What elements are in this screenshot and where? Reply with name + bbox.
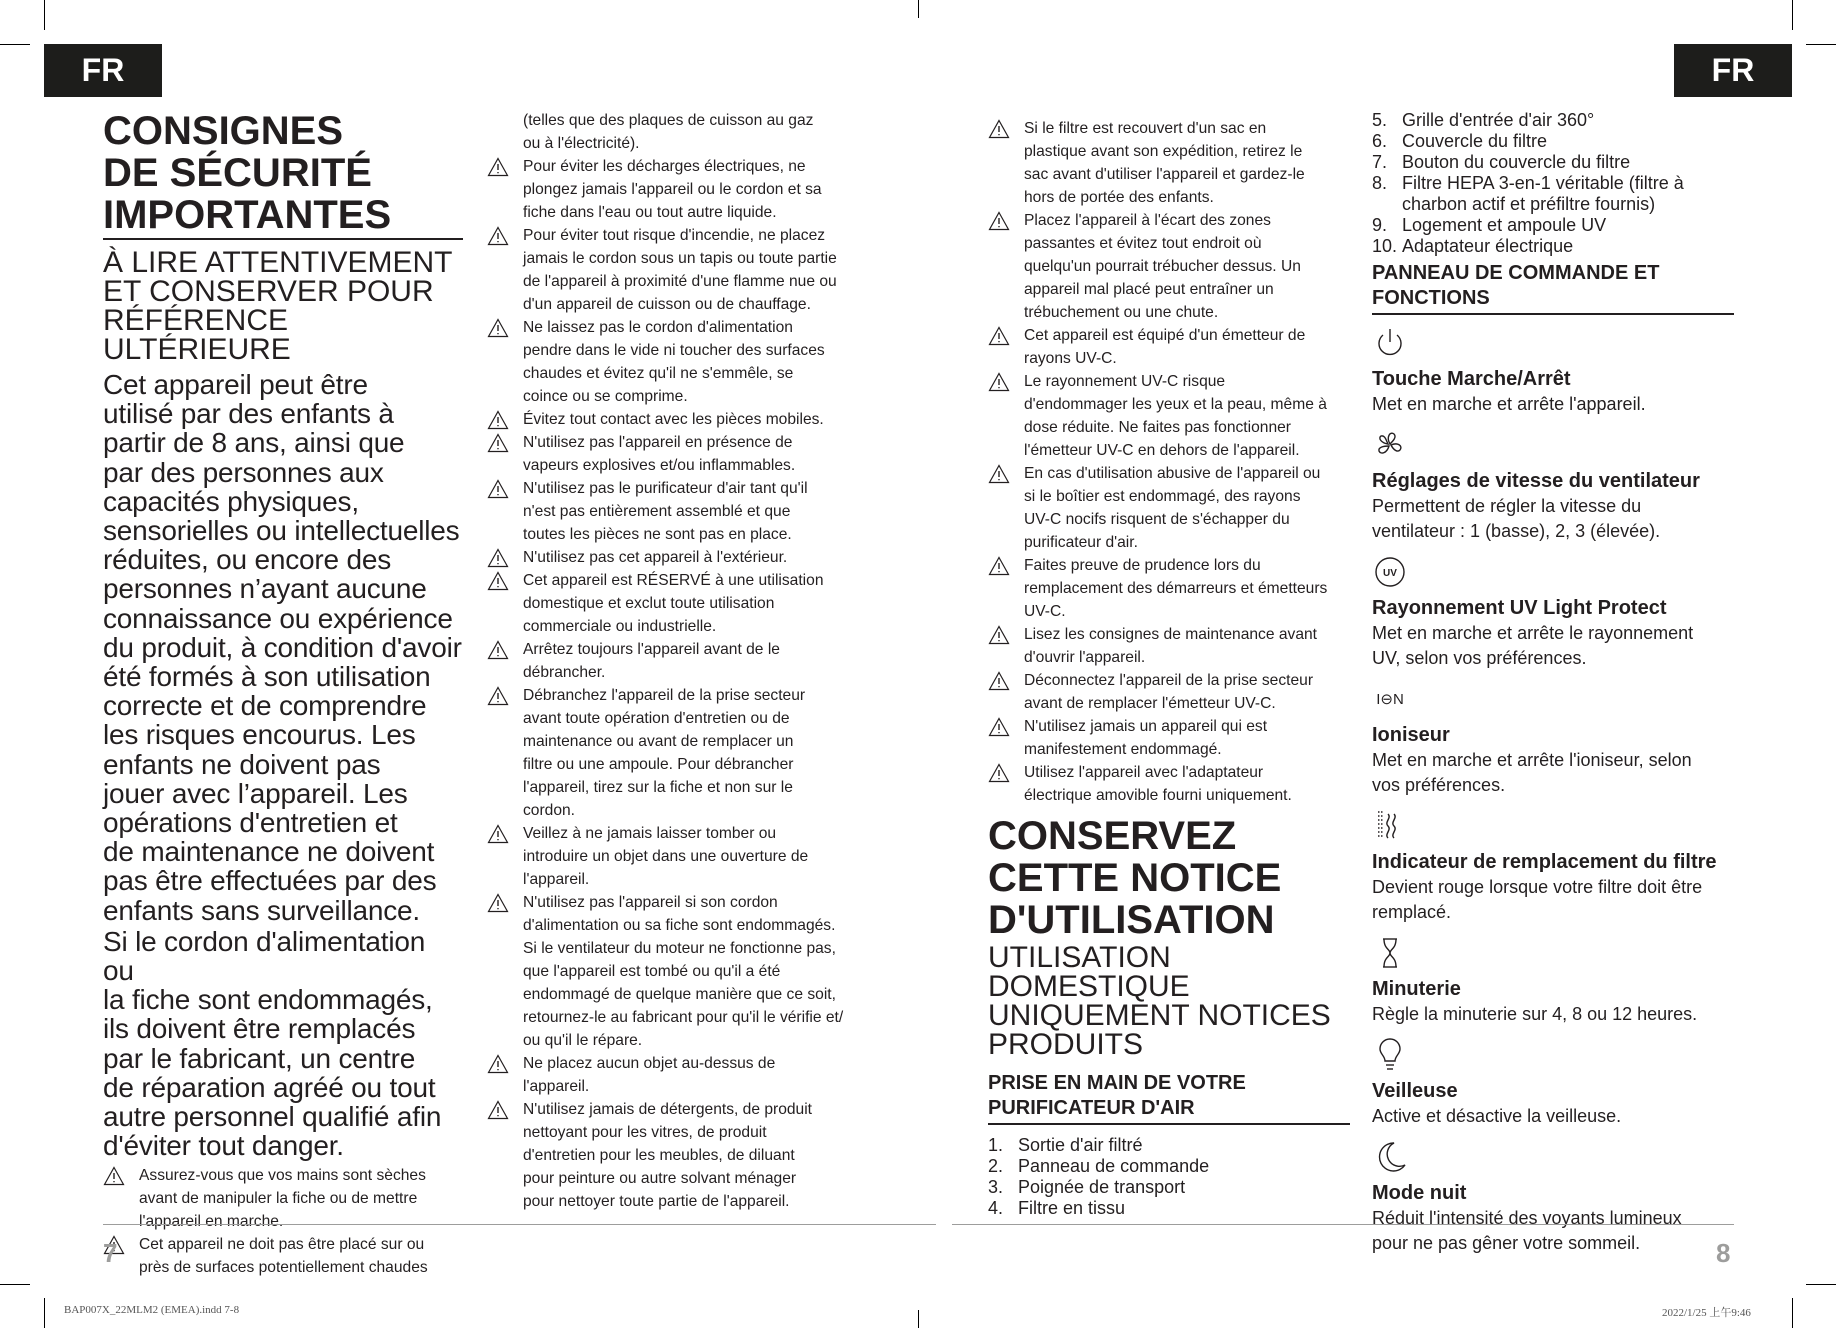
warning-text: maintenance ou avant de remplacer un: [523, 733, 794, 750]
control-name: Touche Marche/Arrêt: [1372, 368, 1571, 390]
warning-item: [487, 1098, 867, 1213]
warning-text: ou à l'électricité).: [523, 135, 640, 152]
intro-line: personnes n’ayant aucune: [103, 573, 427, 605]
warning-icon: [487, 410, 509, 430]
intro-line: du produit, à condition d'avoir: [103, 631, 462, 663]
control-description: Devient rouge lorsque votre filtre doit être: [1372, 877, 1703, 897]
control-description: Permettent de régler la vitesse du: [1372, 496, 1642, 516]
column-4: [1372, 110, 1734, 1256]
warning-icon: [487, 571, 509, 591]
warning-text: Si le ventilateur du moteur ne fonctionne pas,: [523, 940, 836, 957]
part-label: Adaptateur électrique: [1402, 236, 1574, 256]
warning-text: Utilisez l'appareil avec l'adaptateur: [1024, 764, 1264, 781]
warning-text: l'appareil, tirez sur la fiche et non sur le: [523, 779, 793, 796]
warning-icon: [487, 433, 509, 453]
crop-mark: [0, 44, 30, 45]
control-item: [1372, 427, 1734, 544]
controls-list: [1372, 325, 1734, 1256]
warning-icon: [487, 1054, 509, 1074]
intro-line: sensorielles ou intellectuelles: [103, 515, 460, 547]
warning-text: ou qu'il le répare.: [523, 1032, 643, 1049]
intro-line: réduites, ou encore des: [103, 544, 392, 576]
conserve-title: [988, 815, 1350, 941]
warning-text: d'endommager les yeux et la peau, même à: [1024, 396, 1327, 413]
warning-text: trébuchement ou une chute.: [1024, 304, 1219, 321]
warning-item: [103, 1233, 463, 1279]
crop-mark: [0, 1284, 30, 1285]
warning-icon: [988, 464, 1010, 484]
intro-line: pas être effectuées par des: [103, 865, 437, 897]
warning-text: jamais le cordon sous un tapis ou toute partie: [523, 250, 837, 267]
warning-text: manifestement endommagé.: [1024, 741, 1222, 758]
warning-item: [988, 623, 1350, 669]
warning-text: N'utilisez pas le purificateur d'air tant qu'il: [523, 480, 808, 497]
warning-text: UV-C nocifs risquent de s'échapper du: [1024, 511, 1290, 528]
warning-text: domestique et exclut toute utilisation: [523, 595, 775, 612]
warning-text: Faites preuve de prudence lors du: [1024, 557, 1261, 574]
warning-icon: [988, 556, 1010, 576]
warning-item: [487, 822, 867, 891]
conserve-sub-line: UTILISATION: [988, 941, 1171, 974]
part-number: 5.: [1372, 110, 1388, 130]
warning-item: [487, 316, 867, 408]
part-item: [988, 1177, 1350, 1198]
part-item: [1372, 215, 1734, 236]
warning-text: fiche dans l'eau ou tout autre liquide.: [523, 204, 777, 221]
part-number: 8.: [1372, 173, 1388, 193]
intro-line: de réparation agréé ou tout: [103, 1071, 436, 1103]
warning-text: quelqu'un pourrait trébucher dessus. Un: [1024, 258, 1301, 275]
fan-icon: [1372, 427, 1408, 463]
warning-text: débrancher.: [523, 664, 606, 681]
warning-text: N'utilisez pas l'appareil si son cordon: [523, 894, 778, 911]
control-item: [1372, 325, 1734, 417]
warning-item: [487, 408, 867, 431]
crop-mark: [1792, 0, 1793, 30]
warning-text: Pour éviter les décharges électriques, ne: [523, 158, 806, 175]
part-label: Logement et ampoule UV: [1402, 215, 1607, 235]
intro-line: enfants ne doivent pas: [103, 748, 381, 780]
warning-item: [487, 638, 867, 684]
bulb-icon: [1372, 1037, 1408, 1073]
warning-text: Pour éviter tout risque d'incendie, ne placez: [523, 227, 826, 244]
warning-item: [988, 209, 1350, 324]
warning-text: d'un appareil de cuisson ou de chauffage.: [523, 296, 811, 313]
part-label: Sortie d'air filtré: [1018, 1135, 1143, 1155]
warning-icon: [487, 226, 509, 246]
intro-paragraph-cord: [103, 927, 463, 1161]
control-name: Minuterie: [1372, 978, 1461, 1000]
warning-text: Cet appareil est équipé d'un émetteur de: [1024, 327, 1306, 344]
part-item: [1372, 173, 1734, 194]
warning-text: En cas d'utilisation abusive de l'appareil ou: [1024, 465, 1321, 482]
warning-text: Cet appareil ne doit pas être placé sur ou: [139, 1236, 425, 1254]
warning-text: sac avant d'utiliser l'appareil et gardez-le: [1024, 166, 1305, 183]
part-number: 7.: [1372, 152, 1388, 172]
control-name: Mode nuit: [1372, 1182, 1467, 1204]
part-item: [1372, 131, 1734, 152]
part-label: Couvercle du filtre: [1402, 131, 1548, 151]
warning-icon: [487, 157, 509, 177]
subtitle-line: ET CONSERVER POUR: [103, 275, 434, 308]
control-description: Active et désactive la veilleuse.: [1372, 1106, 1622, 1126]
warning-text: N'utilisez jamais de détergents, de produit: [523, 1101, 813, 1118]
warning-icon: [988, 717, 1010, 737]
warning-icon: [988, 211, 1010, 231]
warning-item: [487, 1052, 867, 1098]
control-description: pour ne pas gêner votre sommeil.: [1372, 1233, 1641, 1253]
control-icon-wrap: [1372, 808, 1734, 844]
subtitle-line: RÉFÉRENCE ULTÉRIEURE: [103, 304, 291, 366]
crop-mark: [1792, 1298, 1793, 1328]
bottom-rule-left: [103, 1224, 936, 1225]
part-label: Poignée de transport: [1018, 1177, 1186, 1197]
heading-line: FONCTIONS: [1372, 287, 1490, 309]
warning-icon: [988, 372, 1010, 392]
intro-line: par le fabricant, un centre: [103, 1042, 416, 1074]
intro-line: utilisé par des enfants à: [103, 398, 394, 430]
warning-text: filtre ou une ampoule. Pour débrancher: [523, 756, 794, 773]
conserve-subtitle: [988, 943, 1350, 1059]
control-item: [1372, 554, 1734, 671]
control-description: UV, selon vos préférences.: [1372, 648, 1587, 668]
warning-text: l'appareil.: [523, 1078, 590, 1095]
warning-item: [988, 761, 1350, 807]
control-description: Met en marche et arrête l'ioniseur, selon: [1372, 750, 1692, 770]
warning-icon: [988, 763, 1010, 783]
warning-item: [988, 715, 1350, 761]
warning-list-col2: [487, 155, 867, 1213]
warning-icon: [988, 625, 1010, 645]
warning-text: d'alimentation ou sa fiche sont endommagés.: [523, 917, 836, 934]
warning-item: [988, 370, 1350, 462]
part-label: Filtre en tissu: [1018, 1198, 1126, 1218]
control-item: [1372, 935, 1734, 1027]
warning-item: [487, 569, 867, 638]
warning-icon: [487, 1100, 509, 1120]
warning-icon: [103, 1166, 125, 1186]
conserve-sub-line: PRODUITS: [988, 1028, 1144, 1061]
intro-line: enfants sans surveillance.: [103, 894, 420, 926]
control-item: [1372, 808, 1734, 925]
title-line: DE SÉCURITÉ: [103, 151, 372, 195]
warning-item: [487, 684, 867, 822]
warning-text: Veillez à ne jamais laisser tomber ou: [523, 825, 777, 842]
crop-mark: [1806, 44, 1836, 45]
part-item: [1372, 110, 1734, 131]
intro-line: connaissance ou expérience: [103, 602, 453, 634]
title-line: CONSIGNES: [103, 109, 344, 153]
warning-text: Si le filtre est recouvert d'un sac en: [1024, 120, 1267, 137]
control-icon-wrap: [1372, 554, 1734, 590]
control-item: [1372, 1139, 1734, 1256]
title-rule: [103, 238, 463, 240]
warning-text: électrique amovible fourni uniquement.: [1024, 787, 1292, 804]
conserve-line: D'UTILISATION: [988, 898, 1275, 942]
control-panel-heading: [1372, 261, 1734, 315]
moon-icon: [1372, 1139, 1408, 1175]
heading-line: PURIFICATEUR D'AIR: [988, 1097, 1195, 1119]
crop-mark: [44, 0, 45, 30]
warning-text: retournez-le au fabricant pour qu'il le vérifie et/: [523, 1009, 844, 1026]
warning-icon: [487, 479, 509, 499]
warning-item: [487, 546, 867, 569]
control-name: Indicateur de remplacement du filtre: [1372, 851, 1717, 873]
control-description: remplacé.: [1372, 902, 1452, 922]
heading-line: PRISE EN MAIN DE VOTRE: [988, 1072, 1246, 1094]
warning-item: [487, 431, 867, 477]
part-number: 4.: [988, 1198, 1004, 1218]
intro-line: par des personnes aux: [103, 456, 384, 488]
warning-text: UV-C.: [1024, 603, 1066, 620]
warning-text: toutes les pièces ne sont pas en place.: [523, 526, 792, 543]
control-icon-wrap: [1372, 935, 1734, 971]
control-name: Réglages de vitesse du ventilateur: [1372, 470, 1700, 492]
crop-mark: [1806, 1284, 1836, 1285]
warning-item: [487, 477, 867, 546]
intro-line: d'éviter tout danger.: [103, 1130, 344, 1162]
warning-text: l'appareil en marche.: [139, 1213, 284, 1231]
part-number: 9.: [1372, 215, 1388, 235]
control-name: Veilleuse: [1372, 1080, 1458, 1102]
control-icon-wrap: [1372, 1037, 1734, 1073]
heading-line: PANNEAU DE COMMANDE ET: [1372, 262, 1660, 284]
warning-text: pour nettoyer toute partie de l'appareil.: [523, 1193, 790, 1210]
control-item: [1372, 1037, 1734, 1129]
warning-text: appareil mal placé peut entraîner un: [1024, 281, 1274, 298]
warning-text: rayons UV-C.: [1024, 350, 1117, 367]
getting-started-heading: [988, 1071, 1350, 1125]
control-name: Rayonnement UV Light Protect: [1372, 597, 1667, 619]
footer-timestamp: 2022/1/25 上午9:46: [1662, 1307, 1751, 1319]
intro-line: correcte et de comprendre: [103, 690, 427, 722]
warning-text: purificateur d'air.: [1024, 534, 1138, 551]
warning-text: l'appareil.: [523, 871, 590, 888]
control-description: vos préférences.: [1372, 775, 1506, 795]
part-label: Filtre HEPA 3-en-1 véritable (filtre à: [1402, 173, 1684, 193]
warning-text: Ne laissez pas le cordon d'alimentation: [523, 319, 793, 336]
warning-text: pour peinture ou autre solvant ménager: [523, 1170, 797, 1187]
warning-text: avant de manipuler la fiche ou de mettre: [139, 1190, 418, 1208]
warning-icon: [487, 640, 509, 660]
warning-text: nettoyant pour les vitres, de produit: [523, 1124, 767, 1141]
safety-title: [103, 110, 463, 236]
warning-icon: [988, 671, 1010, 691]
intro-line: Si le cordon d'alimentation ou: [103, 925, 426, 987]
part-item: [1372, 194, 1734, 215]
warning-item: [487, 155, 867, 224]
control-icon-wrap: [1372, 1139, 1734, 1175]
warning-text: Lisez les consignes de maintenance avant: [1024, 626, 1317, 643]
warning-item: [487, 224, 867, 316]
intro-line: ils doivent être remplacés: [103, 1013, 416, 1045]
warning-text: N'utilisez pas cet appareil à l'extérieur.: [523, 549, 788, 566]
part-item: [988, 1156, 1350, 1177]
control-item: [1372, 681, 1734, 798]
warning-icon: [487, 893, 509, 913]
warning-text: Débranchez l'appareil de la prise secteur: [523, 687, 806, 704]
column-3: [988, 117, 1350, 1219]
footer-file-info: BAP007X_22MLM2 (EMEA).indd 7-8: [64, 1304, 240, 1316]
warning-text: avant toute opération d'entretien ou de: [523, 710, 790, 727]
part-label: Grille d'entrée d'air 360°: [1402, 110, 1595, 130]
column-2: [487, 109, 867, 1213]
warning-icon: [988, 326, 1010, 346]
intro-paragraph-children: [103, 370, 463, 925]
warning-item: [988, 669, 1350, 715]
safety-subtitle: [103, 248, 463, 364]
conserve-line: CONSERVEZ: [988, 814, 1237, 858]
warning-icon: [487, 686, 509, 706]
warning-text: Cet appareil est RÉSERVÉ à une utilisation: [523, 572, 824, 589]
warning-list-col1: [103, 1164, 463, 1279]
intro-line: Cet appareil peut être: [103, 369, 368, 400]
warning-text: plastique avant son expédition, retirez le: [1024, 143, 1303, 160]
warning-continuation: [487, 109, 867, 155]
control-name: Ioniseur: [1372, 724, 1450, 746]
intro-line: de maintenance ne doivent: [103, 836, 435, 868]
ion-icon-label: I⊖N: [1376, 691, 1404, 708]
column-1: [103, 110, 463, 1279]
bottom-rule-right: [952, 1224, 1734, 1225]
warning-item: [487, 891, 867, 1052]
part-label: Bouton du couvercle du filtre: [1402, 152, 1631, 172]
subtitle-line: À LIRE ATTENTIVEMENT: [103, 246, 453, 279]
page-number-right: 8: [1716, 1238, 1731, 1268]
ion-icon: [1372, 681, 1408, 717]
warning-text: d'ouvrir l'appareil.: [1024, 649, 1146, 666]
warning-text: avant de remplacer l'émetteur UV-C.: [1024, 695, 1276, 712]
warning-text: introduire un objet dans une ouverture de: [523, 848, 809, 865]
warning-text: N'utilisez pas l'appareil en présence de: [523, 434, 793, 451]
warning-text: vapeurs explosives et/ou inflammables.: [523, 457, 796, 474]
warning-item: [988, 117, 1350, 209]
part-item: [988, 1198, 1350, 1219]
language-badge-left: FR: [44, 44, 162, 97]
power-icon: [1372, 325, 1408, 361]
control-icon-wrap: [1372, 681, 1734, 717]
control-description: ventilateur : 1 (basse), 2, 3 (élevée).: [1372, 521, 1661, 541]
warning-text: pendre dans le vide ni toucher des surfaces: [523, 342, 825, 359]
uv-icon-label: UV: [1383, 568, 1397, 579]
warning-list-col3: [988, 117, 1350, 807]
warning-text: (telles que des plaques de cuisson au gaz: [523, 112, 814, 129]
title-line: IMPORTANTES: [103, 193, 392, 237]
control-description: Met en marche et arrête l'appareil.: [1372, 394, 1646, 414]
warning-text: chaudes et évitez qu'il ne s'emmêle, se: [523, 365, 794, 382]
part-item: [1372, 236, 1734, 257]
warning-icon: [487, 824, 509, 844]
warning-icon: [988, 119, 1010, 139]
uv-icon: [1372, 554, 1408, 590]
warning-text: de l'appareil à proximité d'une flamme nue ou: [523, 273, 837, 290]
part-label: charbon actif et préfiltre fournis): [1402, 194, 1656, 214]
conserve-sub-line: UNIQUEMENT NOTICES: [988, 999, 1331, 1032]
warning-text: si le boîtier est endommagé, des rayons: [1024, 488, 1301, 505]
control-description: Met en marche et arrête le rayonnement: [1372, 623, 1694, 643]
warning-text: passantes et évitez tout endroit où: [1024, 235, 1262, 252]
intro-line: les risques encourus. Les: [103, 719, 416, 751]
intro-line: partir de 8 ans, ainsi que: [103, 427, 405, 459]
warning-text: cordon.: [523, 802, 576, 819]
conserve-line: CETTE NOTICE: [988, 856, 1282, 900]
crop-mark: [44, 1298, 45, 1328]
warning-text: n'est pas entièrement assemblé et que: [523, 503, 791, 520]
warning-text: Arrêtez toujours l'appareil avant de le: [523, 641, 780, 658]
warning-text: Assurez-vous que vos mains sont sèches: [139, 1167, 426, 1185]
part-number: [1372, 194, 1402, 215]
warning-text: l'émetteur UV-C en dehors de l'appareil.: [1024, 442, 1300, 459]
filter-icon: [1372, 808, 1408, 844]
part-number: 2.: [988, 1156, 1004, 1176]
warning-icon: [487, 548, 509, 568]
warning-text: dose réduite. Ne faites pas fonctionner: [1024, 419, 1291, 436]
warning-text: hors de portée des enfants.: [1024, 189, 1214, 206]
control-icon-wrap: [1372, 427, 1734, 463]
intro-line: été formés à son utilisation: [103, 661, 431, 693]
warning-text: endommagé de quelque manière que ce soit,: [523, 986, 836, 1003]
warning-text: Placez l'appareil à l'écart des zones: [1024, 212, 1271, 229]
control-description: Règle la minuterie sur 4, 8 ou 12 heures.: [1372, 1004, 1698, 1024]
part-number: 6.: [1372, 131, 1388, 151]
hourglass-icon: [1372, 935, 1408, 971]
warning-item: [988, 554, 1350, 623]
control-icon-wrap: [1372, 325, 1734, 361]
warning-text: Évitez tout contact avec les pièces mobiles.: [523, 411, 824, 428]
warning-text: coince ou se comprime.: [523, 388, 688, 405]
intro-line: opérations d'entretien et: [103, 807, 398, 839]
part-number: 10.: [1372, 236, 1398, 256]
part-label: Panneau de commande: [1018, 1156, 1210, 1176]
part-item: [1372, 152, 1734, 173]
intro-line: autre personnel qualifié afin: [103, 1101, 442, 1133]
warning-item: [988, 324, 1350, 370]
crop-mark: [918, 1310, 919, 1328]
intro-line: capacités physiques,: [103, 485, 359, 517]
warning-icon: [487, 318, 509, 338]
parts-list-1: [988, 1135, 1350, 1219]
control-description: Réduit l'intensité des voyants lumineux: [1372, 1208, 1682, 1228]
warning-text: Ne placez aucun objet au-dessus de: [523, 1055, 776, 1072]
warning-text: Le rayonnement UV-C risque: [1024, 373, 1226, 390]
warning-text: remplacement des démarreurs et émetteurs: [1024, 580, 1328, 597]
conserve-sub-line: DOMESTIQUE: [988, 970, 1190, 1003]
intro-line: la fiche sont endommagés,: [103, 984, 433, 1016]
language-badge-right: FR: [1674, 44, 1792, 97]
warning-text: près de surfaces potentiellement chaudes: [139, 1259, 428, 1277]
warning-item: [988, 462, 1350, 554]
parts-list-2: [1372, 110, 1734, 257]
warning-text: N'utilisez jamais un appareil qui est: [1024, 718, 1268, 735]
page-number-left: 7: [103, 1238, 118, 1268]
intro-line: jouer avec l’appareil. Les: [103, 777, 408, 809]
warning-text: Déconnectez l'appareil de la prise secteur: [1024, 672, 1314, 689]
warning-text: plongez jamais l'appareil ou le cordon et sa: [523, 181, 822, 198]
part-number: 1.: [988, 1135, 1004, 1155]
warning-text: commerciale ou industrielle.: [523, 618, 717, 635]
crop-mark: [918, 0, 919, 18]
warning-text: d'entretien pour les meubles, de diluant: [523, 1147, 795, 1164]
warning-text: que l'appareil est tombé ou qu'il a été: [523, 963, 781, 980]
part-item: [988, 1135, 1350, 1156]
part-number: 3.: [988, 1177, 1004, 1197]
